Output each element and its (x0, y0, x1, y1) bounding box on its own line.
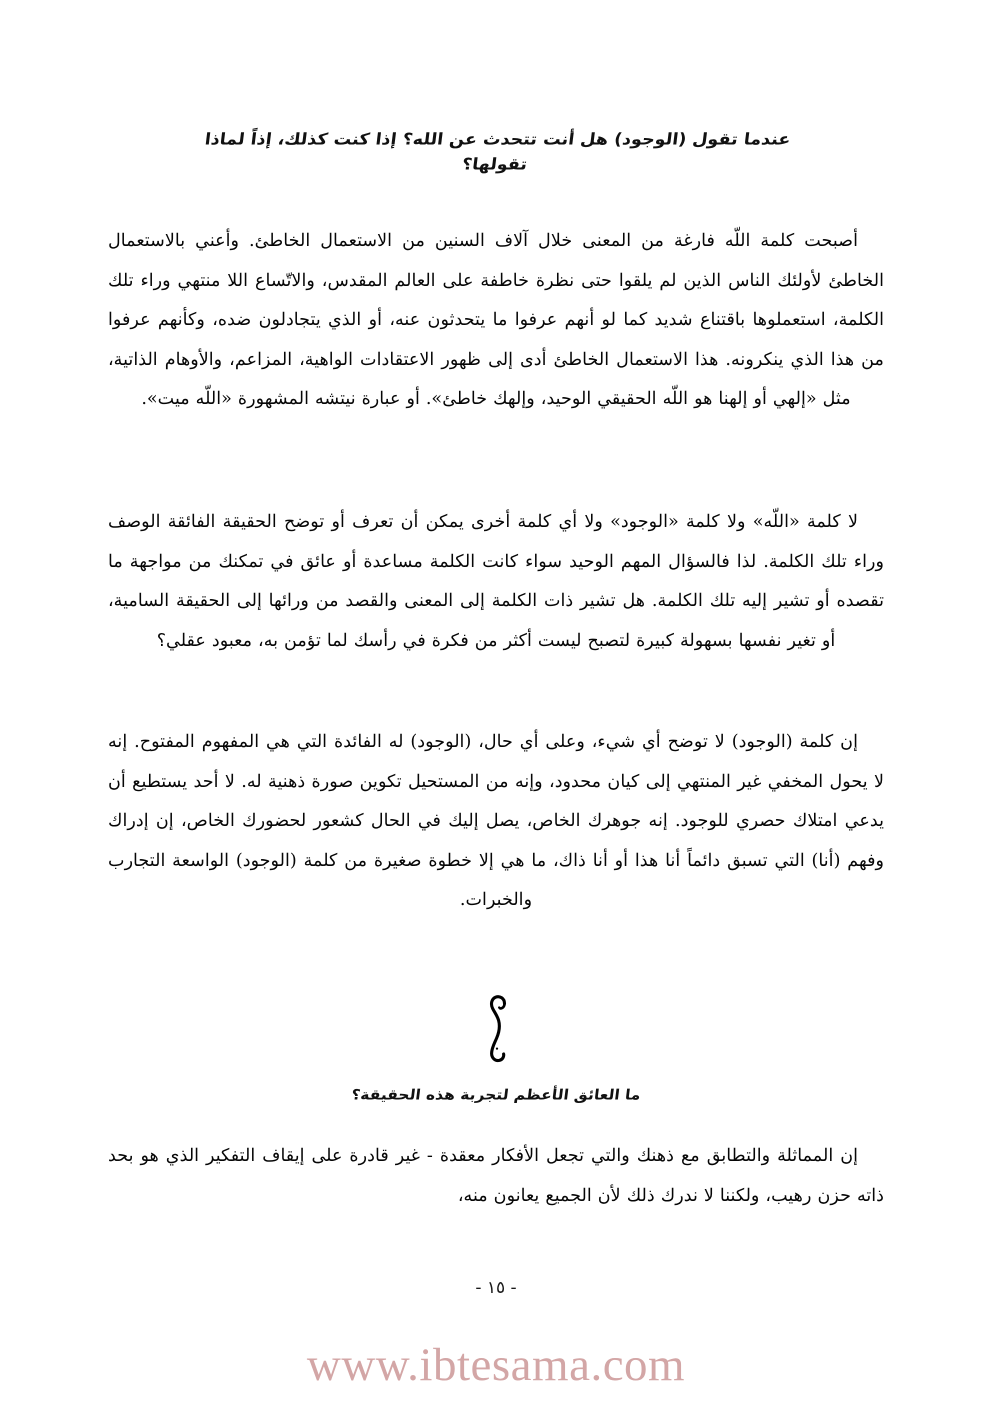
body-paragraph (108, 503, 884, 661)
paragraph-block-1 (108, 222, 884, 420)
section-heading-intro-question: عندما تقول (الوجود) هل أنت تتحدث عن الله؟ إذا كنت كذلك، إذاً لماذا تقولها؟ (203, 130, 792, 175)
body-paragraph (108, 723, 884, 921)
site-watermark: www.ibtesama.com (306, 1339, 686, 1391)
paragraph-text: إن كلمة (الوجود) لا توضح أي شيء، وعلى أي حال، (الوجود) له الفائدة التي هي المفهوم المفتوح. إنه لا يحول المخفي غير المنتهي إلى كيان محدود، وإنه من المستحيل تكوين صورة ذهنية له. لا أحد يستطيع أن يدعي امتلاك حصري للوجود. إنه جوهرك الخاص، يصل إليك في الحال كشعور لحضورك الخاص، إن إدراك وفهم (أنا) التي تسبق دائماً أنا هذا أو أنا ذاك، ما هي إلا خطوة صغيرة من كلمة (الوجود) الواسعة التجارب والخبرات. (108, 732, 884, 910)
s-scroll-ornament-icon (466, 994, 526, 1068)
paragraph-text: لا كلمة «اللّه» ولا كلمة «الوجود» ولا أي كلمة أخرى يمكن أن تعرف أو توضح الحقيقة الفائقة الوصف وراء تلك الكلمة. لذا فالسؤال المهم الوحيد سواء كانت الكلمة مساعدة أو عائق في تمكنك من مواجهة ما تقصده أو تشير إليه تلك الكلمة. هل تشير ذات الكلمة إلى المعنى والقصد من ورائها إلى الحقيقة السامية، أو تغير نفسها بسهولة كبيرة لتصبح ليست أكثر من فكرة في رأسك لما تؤمن به، معبود عقلي؟ (108, 512, 884, 651)
body-paragraph (108, 1137, 884, 1216)
ornament-divider (0, 992, 992, 1070)
paragraph-block-4 (108, 1137, 884, 1216)
paragraph-block-3 (108, 723, 884, 921)
section-heading-obstacle-question: ما العائق الأعظم لتجربة هذه الحقيقة؟ (350, 1086, 642, 1104)
paragraph-text: إن المماثلة والتطابق مع ذهنك والتي تجعل الأفكار معقدة - غير قادرة على إيقاف التفكير الذي هو بحد ذاته حزن رهيب، ولكننا لا ندرك ذلك لأن الجميع يعانون منه، (108, 1146, 884, 1206)
body-paragraph (108, 222, 884, 420)
paragraph-block-2 (108, 503, 884, 661)
paragraph-text: أصبحت كلمة اللّه فارغة من المعنى خلال آلاف السنين من الاستعمال الخاطئ. وأعني بالاستعمال الخاطئ لأولئك الناس الذين لم يلقوا حتى نظرة خاطفة على العالم المقدس، والاتّساع اللا منتهي وراء تلك الكلمة، استعملوها باقتناع شديد كما لو أنهم عرفوا ما يتحدثون عنه، أو الذي يتجادلون ضده، وكأنهم عرفوا من هذا الذي ينكرونه. هذا الاستعمال الخاطئ أدى إلى ظهور الاعتقادات الواهية، المزاعم، والأوهام الذاتية، مثل «إلهي أو إلهنا هو اللّه الحقيقي الوحيد، وإلهك خاطئ». أو عبارة نيتشه المشهورة «اللّه ميت». (108, 231, 884, 409)
page-number: - ١٥ - (475, 1278, 517, 1298)
